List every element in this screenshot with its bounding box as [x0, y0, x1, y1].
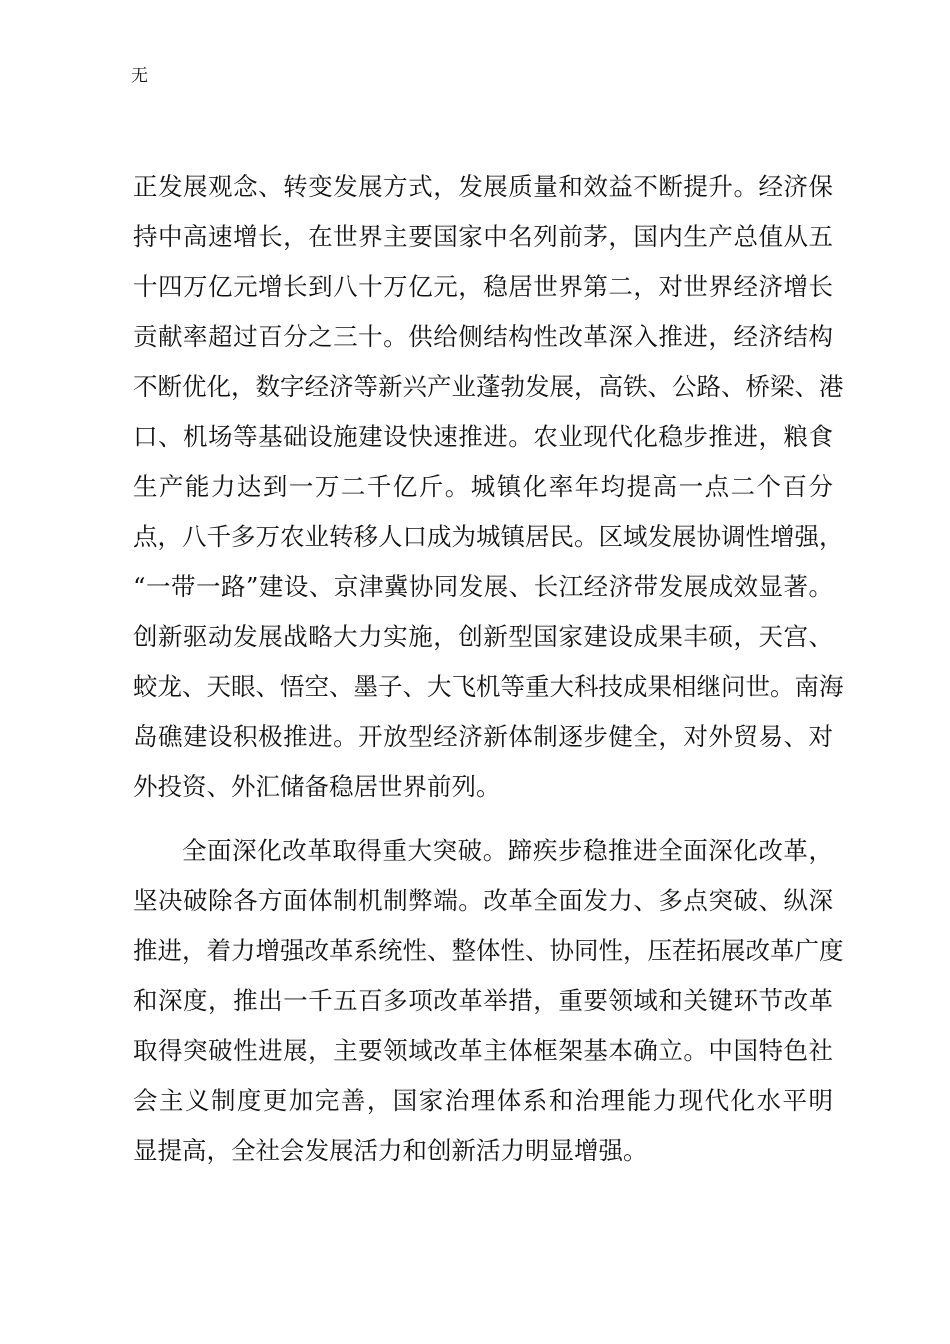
text-line: 十四万亿元增长到八十万亿元，稳居世界第二，对世界经济增长 [133, 272, 833, 301]
text-line: 贡献率超过百分之三十。供给侧结构性改革深入推进，经济结构 [133, 322, 833, 351]
text-line: 会主义制度更加完善，国家治理体系和治理能力现代化水平明 [133, 1086, 833, 1115]
text-line: 全面深化改革取得重大突破。蹄疾步稳推进全面深化改革， [182, 836, 833, 865]
text-line: 不断优化，数字经济等新兴产业蓬勃发展，高铁、公路、桥梁、港 [133, 372, 844, 401]
text-line: 创新驱动发展战略大力实施，创新型国家建设成果丰硕，天宫、 [133, 622, 833, 651]
paragraph-achievements [133, 168, 844, 818]
text-line: 持中高速增长，在世界主要国家中名列前茅，国内生产总值从五 [133, 222, 833, 251]
text-line: 显提高，全社会发展活力和创新活力明显增强。 [133, 1136, 648, 1165]
text-line: 生产能力达到一万二千亿斤。城镇化率年均提高一点二个百分 [133, 472, 833, 501]
body-text [133, 168, 844, 1182]
page-header: 无 [131, 66, 148, 86]
paragraph-gap [133, 818, 833, 832]
text-line: 坚决破除各方面体制机制弊端。改革全面发力、多点突破、纵深 [133, 886, 833, 915]
text-line: 和深度，推出一千五百多项改革举措，重要领域和关键环节改革 [133, 986, 833, 1015]
text-line: 蛟龙、天眼、悟空、墨子、大飞机等重大科技成果相继问世。南海 [133, 672, 844, 701]
text-line: 岛礁建设积极推进。开放型经济新体制逐步健全，对外贸易、对 [133, 722, 833, 751]
text-line: “一带一路”建设、京津冀协同发展、长江经济带发展成效显著。 [133, 572, 833, 601]
text-line: 点，八千多万农业转移人口成为城镇居民。区域发展协调性增强， [133, 522, 844, 551]
paragraph-reform [133, 832, 844, 1182]
text-line: 正发展观念、转变发展方式，发展质量和效益不断提升。经济保 [133, 172, 833, 201]
text-line: 取得突破性进展，主要领域改革主体框架基本确立。中国特色社 [133, 1036, 833, 1065]
text-line: 推进，着力增强改革系统性、整体性、协同性，压茬拓展改革广度 [133, 936, 844, 965]
text-line: 口、机场等基础设施建设快速推进。农业现代化稳步推进，粮食 [133, 422, 833, 451]
text-line: 外投资、外汇储备稳居世界前列。 [133, 772, 501, 801]
